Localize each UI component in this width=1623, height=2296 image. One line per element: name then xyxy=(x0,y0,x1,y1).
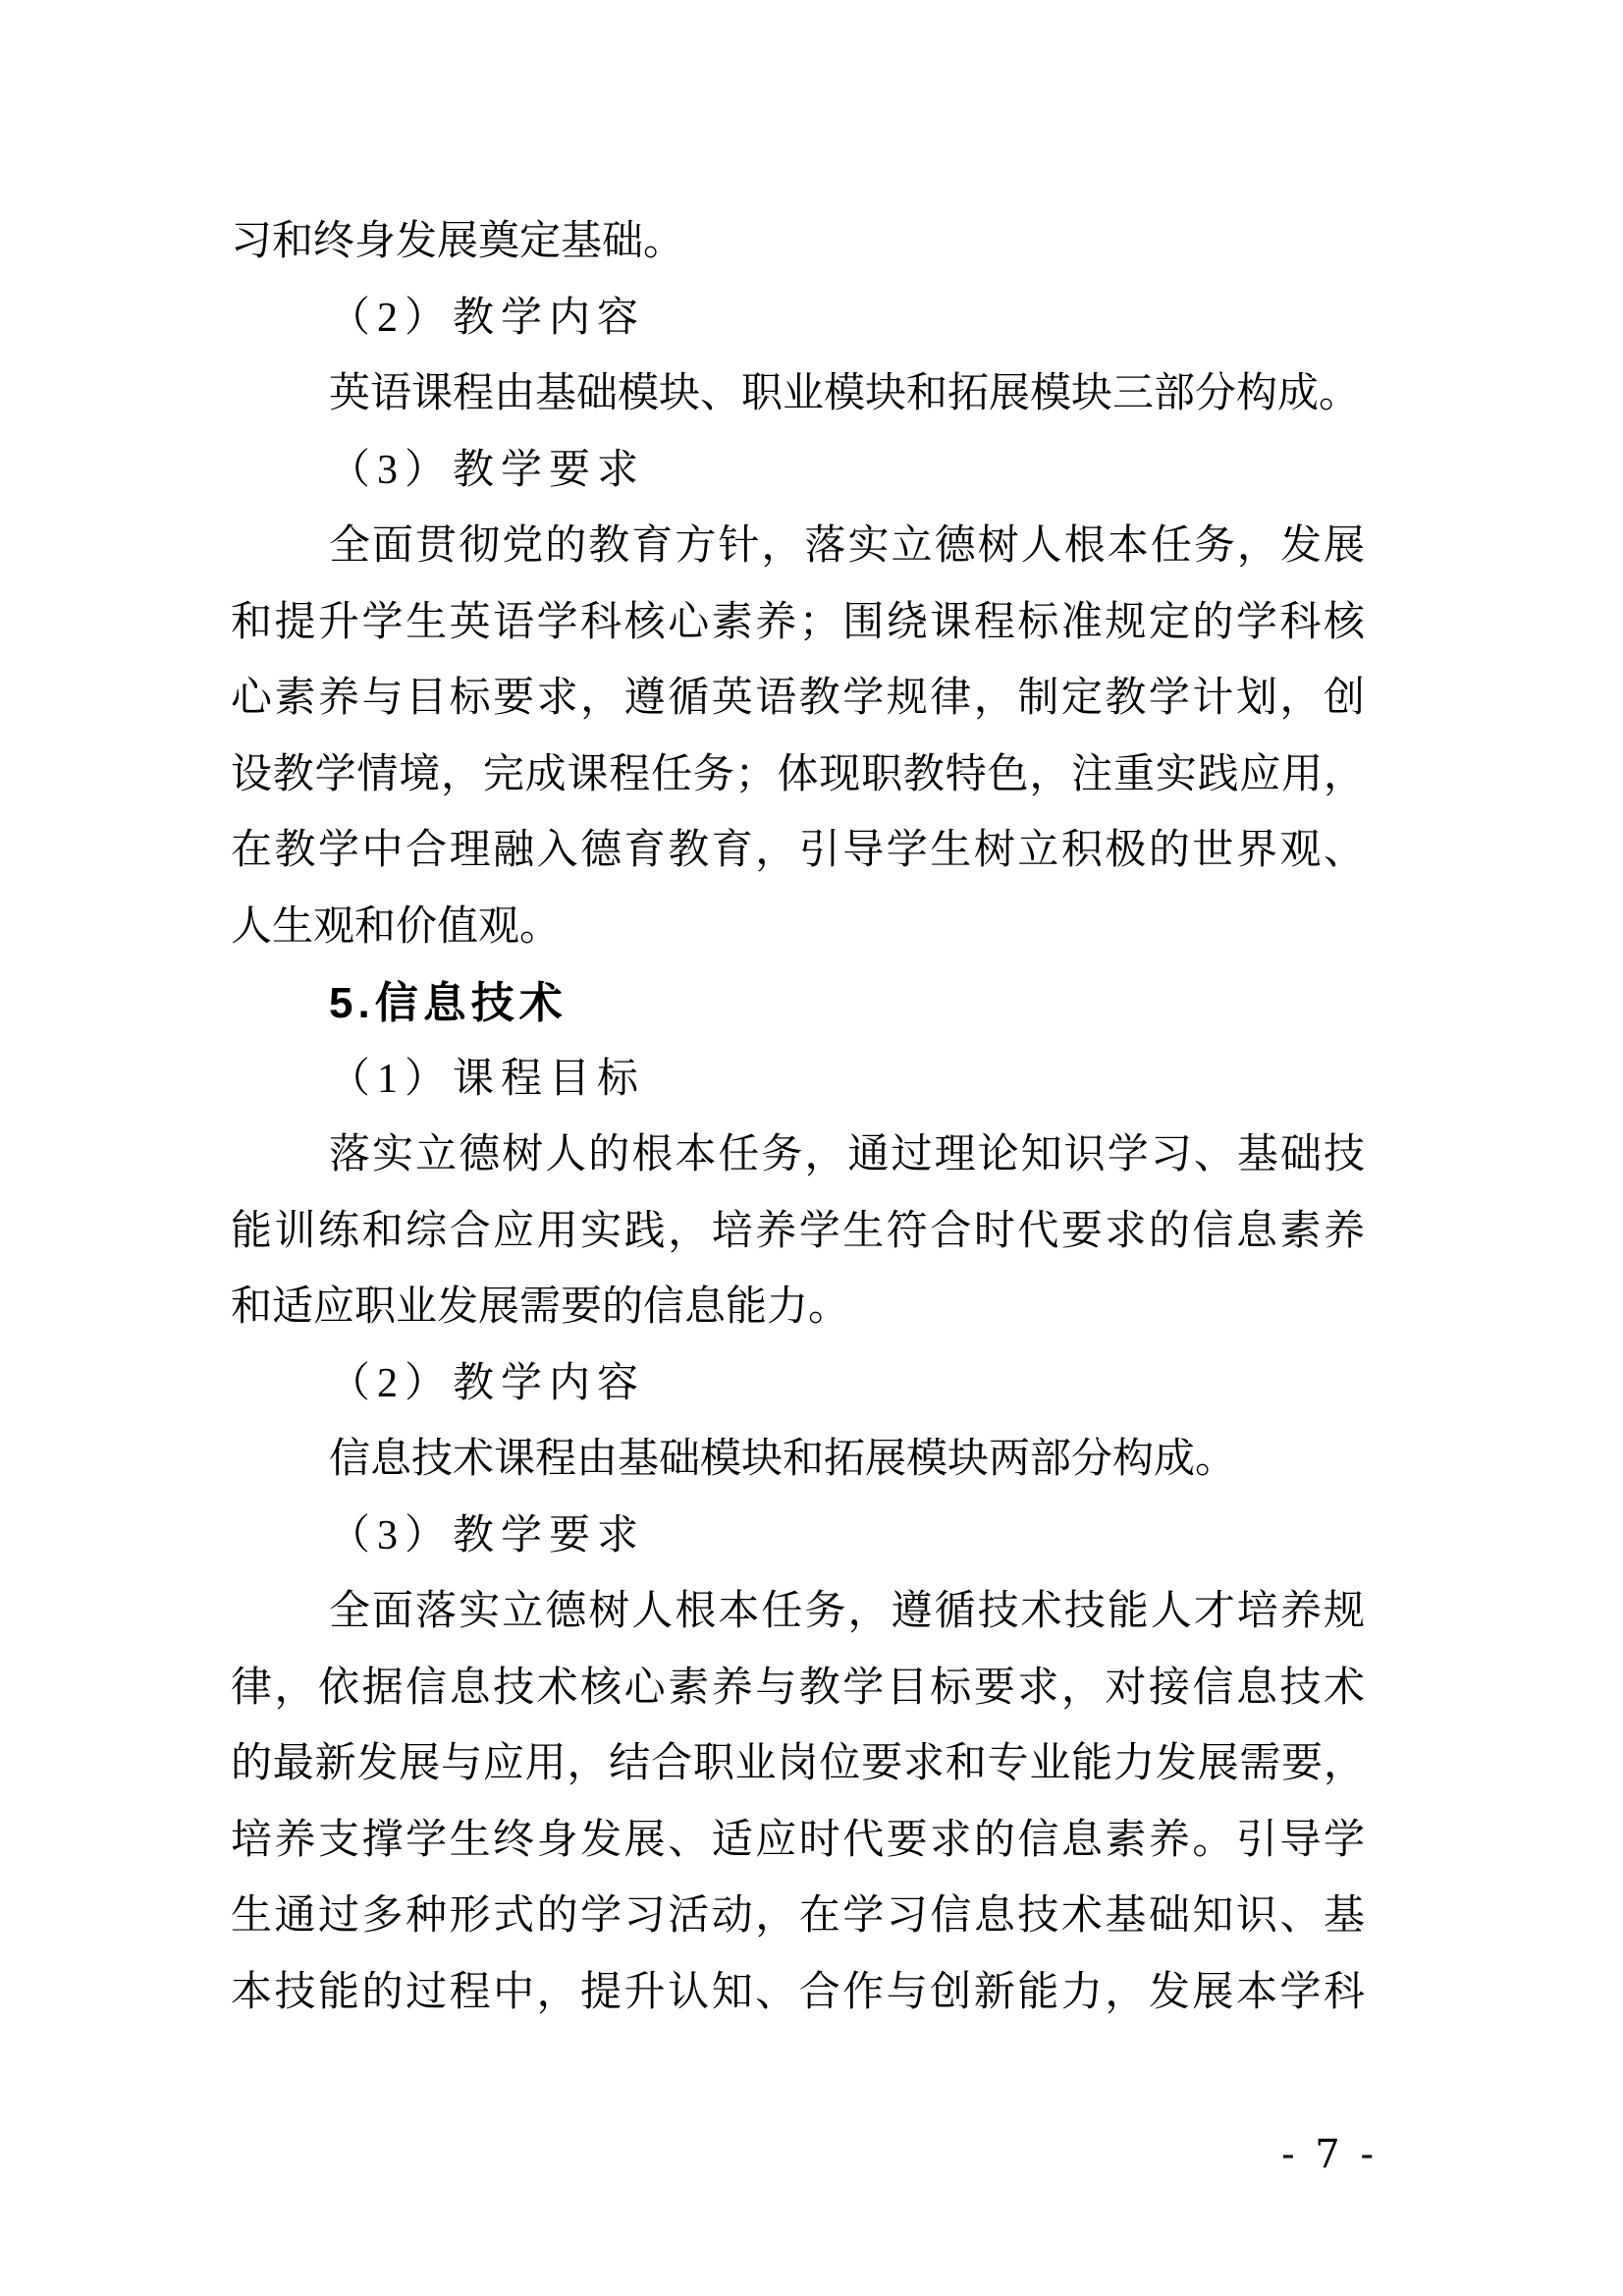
text-line: （2）教学内容 xyxy=(329,295,646,341)
text-line: 设教学情境，完成课程任务；体现职教特色，注重实践应用， xyxy=(231,751,1365,797)
text-line: 在教学中合理融入德育教育，引导学生树立积极的世界观、 xyxy=(231,828,1365,873)
text-line: 本技能的过程中，提升认知、合作与创新能力，发展本学科 xyxy=(231,1969,1365,2015)
text-line: （3）教学要求 xyxy=(329,447,646,493)
text-line: 能训练和综合应用实践，培养学生符合时代要求的信息素养 xyxy=(231,1208,1365,1254)
text-line: 的最新发展与应用，结合职业岗位要求和专业能力发展需要， xyxy=(231,1741,1365,1786)
text-line: 全面贯彻党的教育方针，落实立德树人根本任务，发展 xyxy=(329,523,1365,569)
text-line: 人生观和价值观。 xyxy=(231,903,562,950)
text-line: 和提升学生英语学科核心素养；围绕课程标准规定的学科核 xyxy=(231,599,1365,645)
text-line: 英语课程由基础模块、职业模块和拓展模块三部分构成。 xyxy=(329,371,1361,416)
text-line: 律，依据信息技术核心素养与教学目标要求，对接信息技术 xyxy=(231,1665,1365,1711)
text-line: （1）课程目标 xyxy=(329,1056,646,1102)
document-body xyxy=(231,204,1365,2031)
section-heading: 5.信息技术 xyxy=(329,979,568,1027)
text-line: 信息技术课程由基础模块和拓展模块两部分构成。 xyxy=(329,1437,1237,1482)
text-line: 生通过多种形式的学习活动，在学习信息技术基础知识、基 xyxy=(231,1893,1365,1939)
text-line: 全面落实立德树人根本任务，遵循技术技能人才培养规 xyxy=(329,1589,1365,1634)
page-number: - 7 - xyxy=(1281,2132,1378,2177)
text-line: 和适应职业发展需要的信息能力。 xyxy=(231,1285,850,1330)
text-line: 落实立德树人的根本任务，通过理论知识学习、基础技 xyxy=(329,1132,1365,1177)
text-line: 心素养与目标要求，遵循英语教学规律，制定教学计划，创 xyxy=(231,676,1365,721)
text-line: （3）教学要求 xyxy=(329,1512,646,1558)
text-line: 习和终身发展奠定基础。 xyxy=(231,219,685,264)
text-line: 培养支撑学生终身发展、适应时代要求的信息素养。引导学 xyxy=(231,1817,1365,1863)
text-line: （2）教学内容 xyxy=(329,1360,646,1406)
